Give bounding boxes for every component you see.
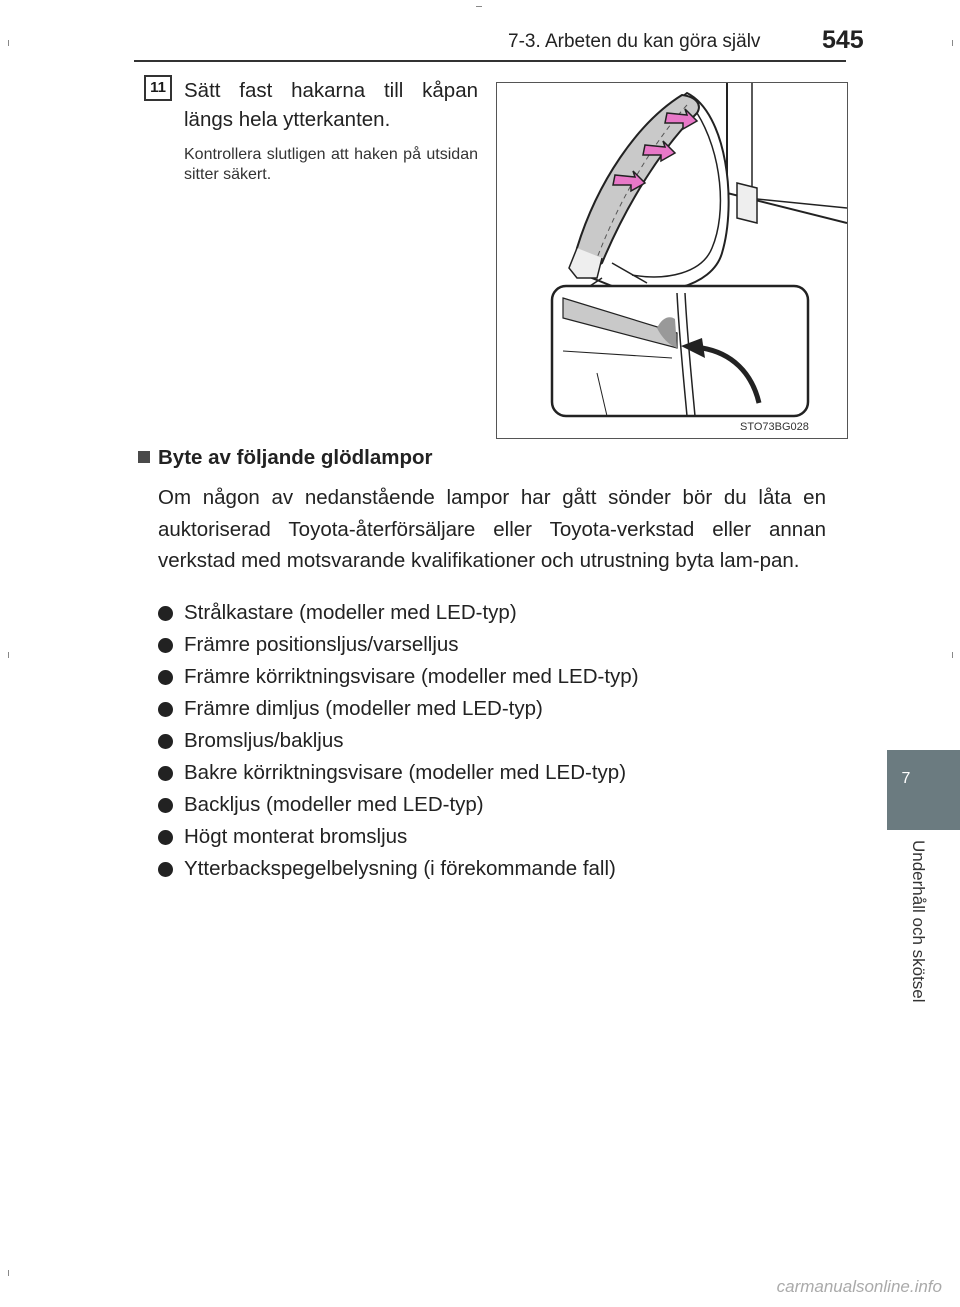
list-item (158, 661, 838, 693)
watermark: carmanualsonline.info (776, 1277, 942, 1296)
chapter-tab (887, 750, 960, 830)
list-item (158, 853, 838, 885)
bullet-icon (158, 830, 173, 845)
step-instruction: Sätt fast hakarna till kåpan längs hela ytterkanten. (184, 79, 478, 131)
header-rule (134, 60, 846, 62)
list-item (158, 597, 838, 629)
bullet-icon (158, 766, 173, 781)
list-item-text: Främre dimljus (modeller med LED-typ) (184, 697, 543, 720)
bullet-icon (158, 734, 173, 749)
chapter-title-container (870, 840, 950, 1040)
crop-mark (8, 652, 9, 658)
list-item (158, 693, 838, 725)
list-item-text: Ytterbackspegelbelysning (i förekommande fall) (184, 857, 616, 880)
bulb-list (158, 597, 838, 885)
crop-mark (952, 40, 953, 46)
list-item-text: Främre positionsljus/varselljus (184, 633, 459, 656)
chapter-number: 7 (901, 770, 911, 787)
bullet-icon (158, 638, 173, 653)
crop-mark (8, 40, 9, 46)
step-note: Kontrollera slutligen att haken på utsidan sitter säkert. (184, 146, 478, 183)
page-number: 545 (822, 26, 864, 54)
crop-mark (952, 652, 953, 658)
bullet-icon (158, 798, 173, 813)
list-item (158, 629, 838, 661)
list-item (158, 725, 838, 757)
list-item-text: Bromsljus/bakljus (184, 729, 344, 752)
list-item-text: Bakre körriktningsvisare (modeller med LED-typ) (184, 761, 627, 784)
section-marker-icon (138, 451, 150, 463)
detail-inset (552, 286, 808, 416)
mirror-cover-illustration (497, 83, 847, 438)
list-item-text: Strålkastare (modeller med LED-typ) (184, 601, 517, 624)
crop-mark (476, 6, 482, 7)
bullet-icon (158, 862, 173, 877)
section-title: 7-3. Arbeten du kan göra själv (508, 31, 761, 52)
list-item (158, 757, 838, 789)
section-intro: Om någon av nedanstående lampor har gått sönder bör du låta en auktoriserad Toyota-återförsäljare eller Toyota-verkstad eller annan verkstad med motsvarande kvalifikationer och utrustning byta lam-pan. (158, 486, 826, 572)
figure-code: STO73BG028 (740, 421, 809, 433)
list-item-text: Backljus (modeller med LED-typ) (184, 793, 484, 816)
list-item-text: Främre körriktningsvisare (modeller med LED-typ) (184, 665, 639, 688)
list-item (158, 789, 838, 821)
list-item (158, 821, 838, 853)
section-heading: Byte av följande glödlampor (158, 446, 433, 469)
bullet-icon (158, 670, 173, 685)
bullet-icon (158, 702, 173, 717)
chapter-title: Underhåll och skötsel (909, 840, 928, 1003)
crop-mark (8, 1270, 9, 1276)
illustration-frame (496, 82, 848, 439)
step-number-badge: 11 (144, 75, 172, 101)
bullet-icon (158, 606, 173, 621)
list-item-text: Högt monterat bromsljus (184, 825, 408, 848)
